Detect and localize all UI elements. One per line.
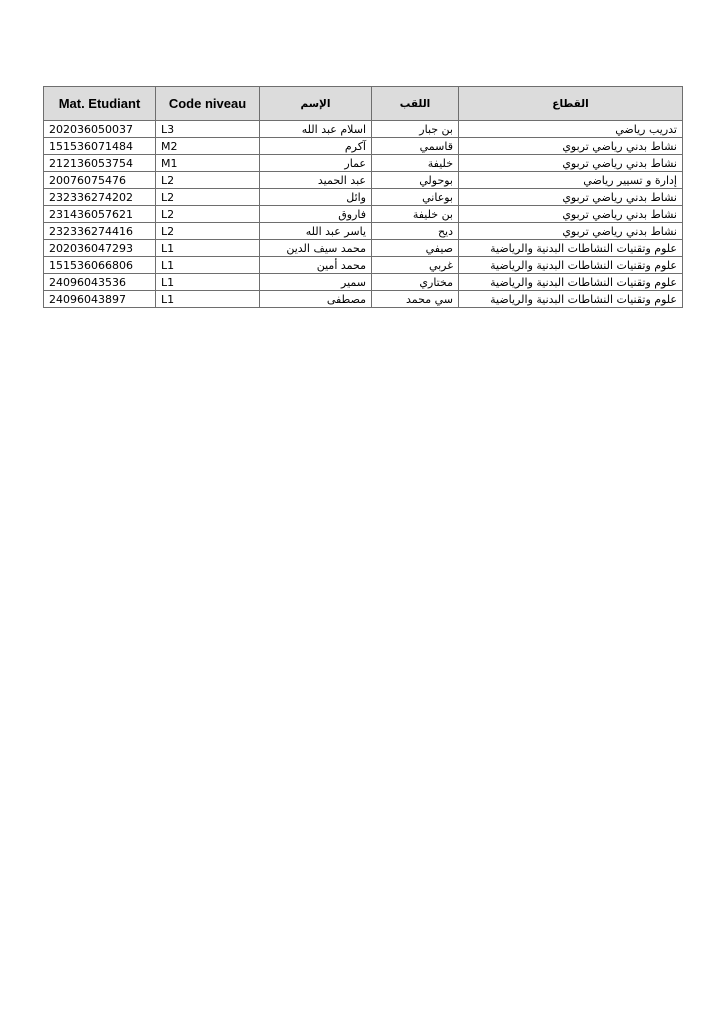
student-table	[43, 86, 683, 308]
header-row	[44, 87, 683, 121]
cell-code-niveau: L2	[156, 172, 260, 189]
table-row	[44, 155, 683, 172]
cell-code-niveau: L2	[156, 189, 260, 206]
cell-code-niveau: M1	[156, 155, 260, 172]
table-row	[44, 138, 683, 155]
cell-secteur: علوم وتقنيات النشاطات البدنية والرياضية	[459, 291, 683, 308]
header-nom: اللقب	[372, 87, 459, 121]
cell-code-niveau: L1	[156, 240, 260, 257]
header-secteur: القطاع	[459, 87, 683, 121]
cell-secteur: نشاط بدني رياضي تربوي	[459, 155, 683, 172]
table-row	[44, 257, 683, 274]
cell-nom: ديح	[372, 223, 459, 240]
cell-code-niveau: L1	[156, 274, 260, 291]
cell-prenom: محمد أمين	[260, 257, 372, 274]
cell-mat-etudiant: 151536071484	[44, 138, 156, 155]
cell-prenom: عمار	[260, 155, 372, 172]
cell-secteur: نشاط بدني رياضي تربوي	[459, 138, 683, 155]
table-body	[44, 121, 683, 308]
cell-mat-etudiant: 24096043897	[44, 291, 156, 308]
cell-code-niveau: L3	[156, 121, 260, 138]
header-code-niveau: Code niveau	[156, 87, 260, 121]
table-header	[44, 87, 683, 121]
cell-prenom: سمير	[260, 274, 372, 291]
cell-mat-etudiant: 232336274202	[44, 189, 156, 206]
table-row	[44, 189, 683, 206]
cell-mat-etudiant: 20076075476	[44, 172, 156, 189]
cell-mat-etudiant: 212136053754	[44, 155, 156, 172]
table-row	[44, 291, 683, 308]
cell-nom: غربي	[372, 257, 459, 274]
cell-nom: بن خليفة	[372, 206, 459, 223]
cell-secteur: إدارة و تسيير رياضي	[459, 172, 683, 189]
cell-nom: بوعاني	[372, 189, 459, 206]
cell-secteur: نشاط بدني رياضي تربوي	[459, 189, 683, 206]
cell-code-niveau: L1	[156, 257, 260, 274]
cell-code-niveau: L2	[156, 206, 260, 223]
cell-nom: قاسمي	[372, 138, 459, 155]
cell-code-niveau: M2	[156, 138, 260, 155]
cell-prenom: آكرم	[260, 138, 372, 155]
table-row	[44, 240, 683, 257]
cell-nom: سي محمد	[372, 291, 459, 308]
cell-secteur: تدريب رياضي	[459, 121, 683, 138]
cell-mat-etudiant: 202036050037	[44, 121, 156, 138]
cell-prenom: اسلام عبد الله	[260, 121, 372, 138]
cell-prenom: وائل	[260, 189, 372, 206]
cell-mat-etudiant: 24096043536	[44, 274, 156, 291]
cell-secteur: علوم وتقنيات النشاطات البدنية والرياضية	[459, 257, 683, 274]
cell-mat-etudiant: 202036047293	[44, 240, 156, 257]
cell-nom: صيفي	[372, 240, 459, 257]
cell-prenom: ياسر عبد الله	[260, 223, 372, 240]
cell-code-niveau: L1	[156, 291, 260, 308]
cell-prenom: محمد سيف الدين	[260, 240, 372, 257]
cell-prenom: مصطفى	[260, 291, 372, 308]
cell-nom: خليفة	[372, 155, 459, 172]
cell-prenom: فاروق	[260, 206, 372, 223]
cell-mat-etudiant: 231436057621	[44, 206, 156, 223]
table-row	[44, 121, 683, 138]
cell-nom: مختاري	[372, 274, 459, 291]
table-row	[44, 172, 683, 189]
cell-secteur: نشاط بدني رياضي تربوي	[459, 223, 683, 240]
cell-code-niveau: L2	[156, 223, 260, 240]
cell-secteur: نشاط بدني رياضي تربوي	[459, 206, 683, 223]
cell-nom: بن جبار	[372, 121, 459, 138]
cell-nom: بوحولي	[372, 172, 459, 189]
cell-secteur: علوم وتقنيات النشاطات البدنية والرياضية	[459, 274, 683, 291]
cell-mat-etudiant: 151536066806	[44, 257, 156, 274]
header-prenom: الإسم	[260, 87, 372, 121]
cell-mat-etudiant: 232336274416	[44, 223, 156, 240]
cell-secteur: علوم وتقنيات النشاطات البدنية والرياضية	[459, 240, 683, 257]
table-row	[44, 206, 683, 223]
table-row	[44, 274, 683, 291]
header-mat-etudiant: Mat. Etudiant	[44, 87, 156, 121]
cell-prenom: عبد الحميد	[260, 172, 372, 189]
table-row	[44, 223, 683, 240]
